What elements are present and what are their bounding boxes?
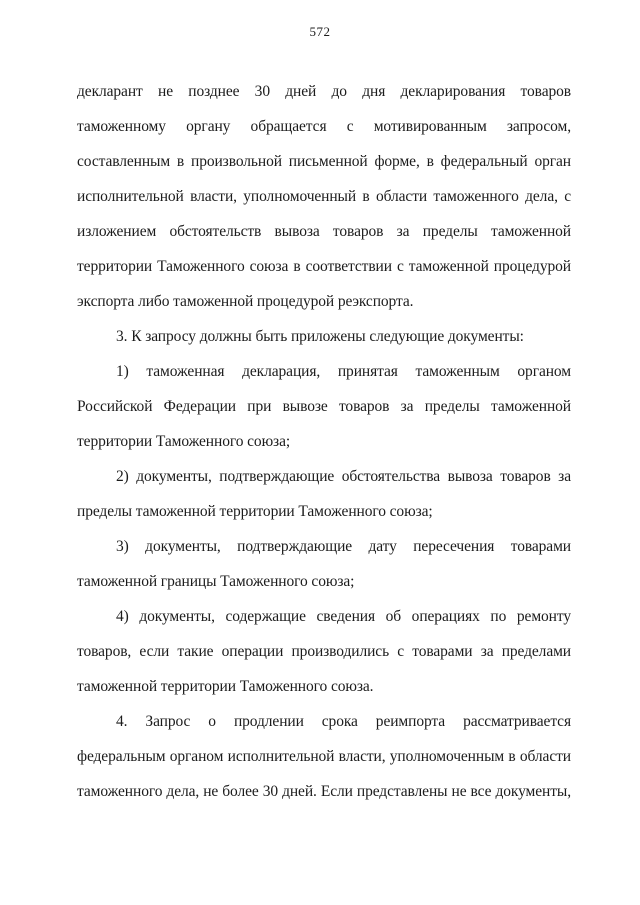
text-line: 1) таможенная декларация, принятая таможенным органом <box>116 363 571 380</box>
text-line: территории Таможенного союза; <box>77 433 291 450</box>
paragraph-3 <box>77 319 571 354</box>
list-item-2 <box>77 459 571 529</box>
text-line: 2) документы, подтверждающие обстоятельства вывоза товаров за <box>116 468 571 485</box>
text-line: таможенной границы Таможенного союза; <box>77 573 355 590</box>
text-line: 4) документы, содержащие сведения об операциях по ремонту <box>116 608 571 625</box>
page-body-text <box>77 74 571 809</box>
list-item-3 <box>77 529 571 599</box>
text-line: 4. Запрос о продлении срока реимпорта рассматривается <box>116 713 571 730</box>
page-number: 572 <box>309 24 331 39</box>
text-line: пределы таможенной территории Таможенного союза; <box>77 503 433 520</box>
paragraph-continuation <box>77 74 571 319</box>
text-line: товаров, если такие операции производились с товарами за пределами <box>77 643 571 660</box>
list-item-1 <box>77 354 571 459</box>
list-item-4 <box>77 599 571 704</box>
text-line: Российской Федерации при вывозе товаров за пределы таможенной <box>77 398 571 415</box>
text-line: составленным в произвольной письменной форме, в федеральный орган <box>77 153 571 170</box>
text-line: исполнительной власти, уполномоченный в области таможенного дела, с <box>77 188 571 205</box>
text-line: таможенного дела, не более 30 дней. Если представлены не все документы, <box>77 783 571 800</box>
text-line: экспорта либо таможенной процедурой реэкспорта. <box>77 293 414 310</box>
text-line: территории Таможенного союза в соответствии с таможенной процедурой <box>77 258 571 275</box>
text-line: таможенной территории Таможенного союза. <box>77 678 374 695</box>
text-line: таможенному органу обращается с мотивированным запросом, <box>77 118 571 135</box>
text-line: 3. К запросу должны быть приложены следующие документы: <box>116 328 524 345</box>
text-line: 3) документы, подтверждающие дату пересечения товарами <box>116 538 571 555</box>
text-line: декларант не позднее 30 дней до дня декларирования товаров <box>77 83 571 100</box>
paragraph-4 <box>77 704 571 809</box>
text-line: федеральным органом исполнительной власти, уполномоченным в области <box>77 748 571 765</box>
text-line: изложением обстоятельств вывоза товаров за пределы таможенной <box>77 223 571 240</box>
